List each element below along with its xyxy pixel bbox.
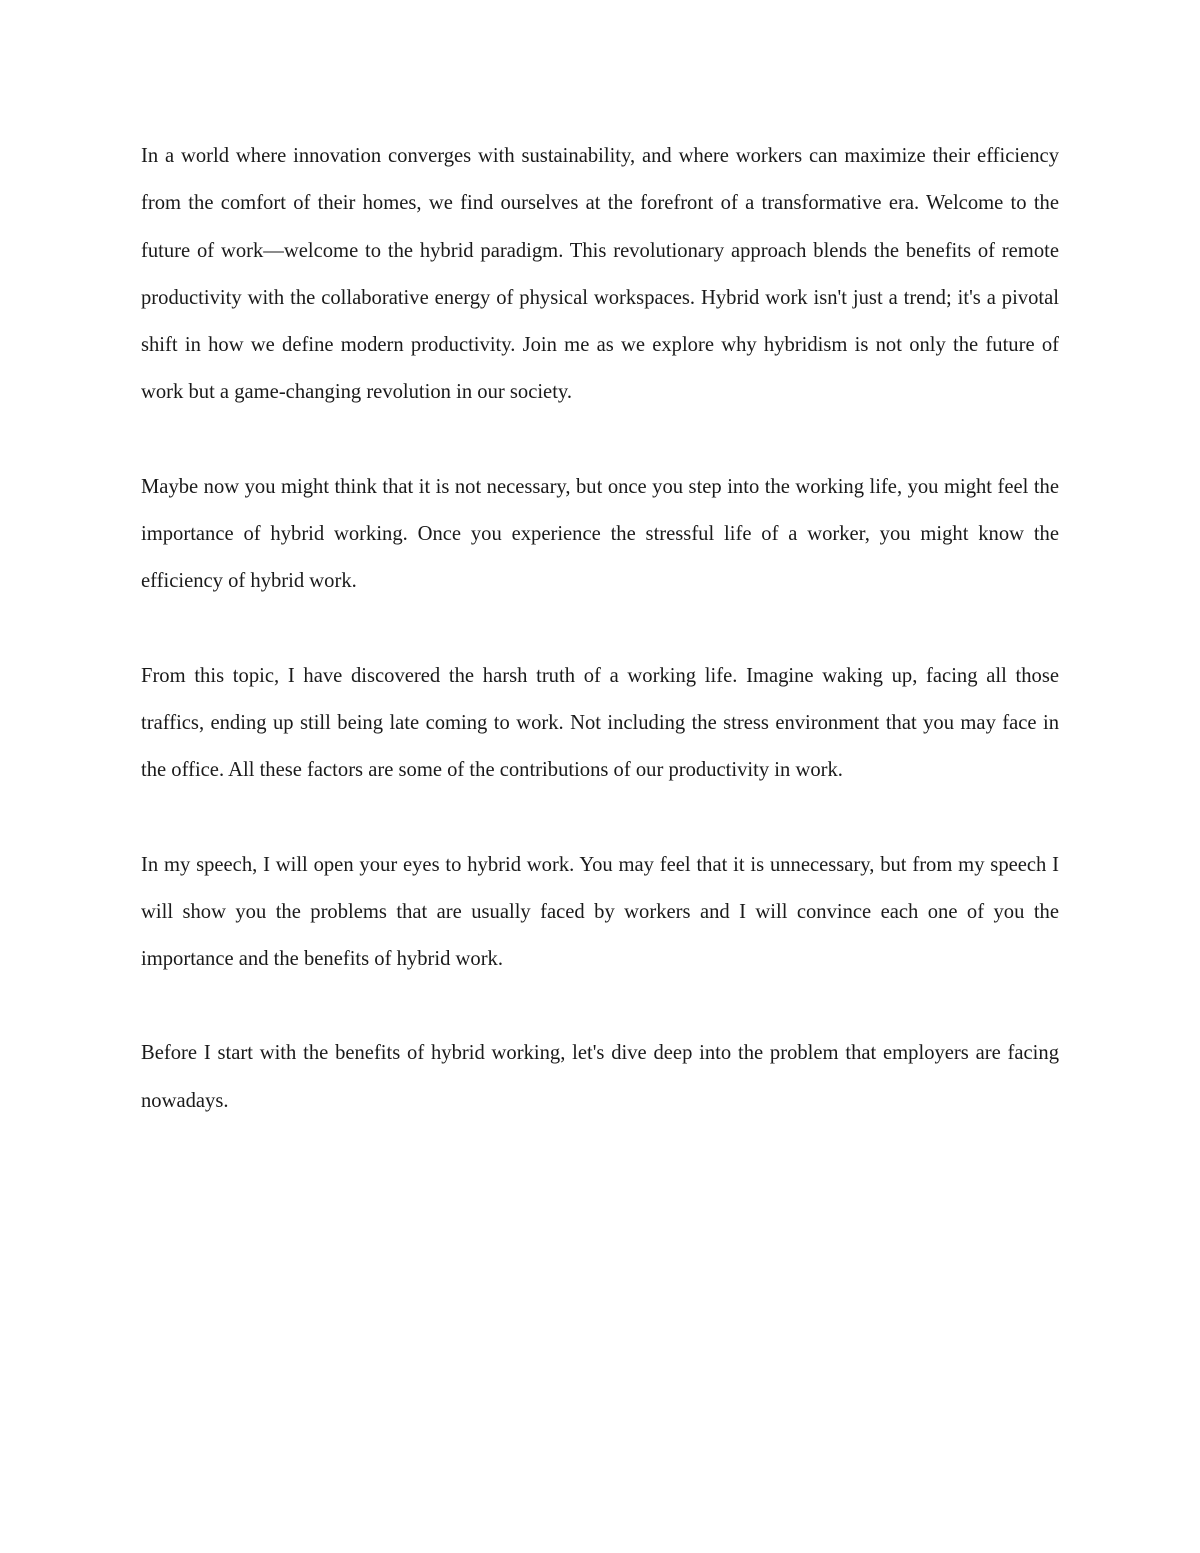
paragraph-necessity: Maybe now you might think that it is not necessary, but once you step into the working life, you might feel the importance of hybrid working. Once you experience the stressful life of a worker, you might know the efficiency of hybrid work. — [141, 475, 1059, 593]
paragraph-transition: Before I start with the benefits of hybrid working, let's dive deep into the problem that employers are facing nowadays. — [141, 1042, 1059, 1112]
paragraph-speech-purpose: In my speech, I will open your eyes to hybrid work. You may feel that it is unnecessary, but from my speech I will show you the problems that are usually faced by workers and I will convince each one of you the importance and the benefits of hybrid work. — [141, 853, 1059, 971]
paragraph-harsh-truth: From this topic, I have discovered the harsh truth of a working life. Imagine waking up, facing all those traffics, ending up still being late coming to work. Not including the stress environment that you may face in the office. All these factors are some of the contributions of our productivity in work. — [141, 664, 1059, 782]
document-body — [141, 133, 1059, 1172]
paragraph-intro: In a world where innovation converges with sustainability, and where workers can maximize their efficiency from the comfort of their homes, we find ourselves at the forefront of a transformative era. Welcome to the future of work—welcome to the hybrid paradigm. This revolutionary approach blends the benefits of remote productivity with the collaborative energy of physical workspaces. Hybrid work isn't just a trend; it's a pivotal shift in how we define modern productivity. Join me as we explore why hybridism is not only the future of work but a game-changing revolution in our society. — [141, 145, 1059, 404]
